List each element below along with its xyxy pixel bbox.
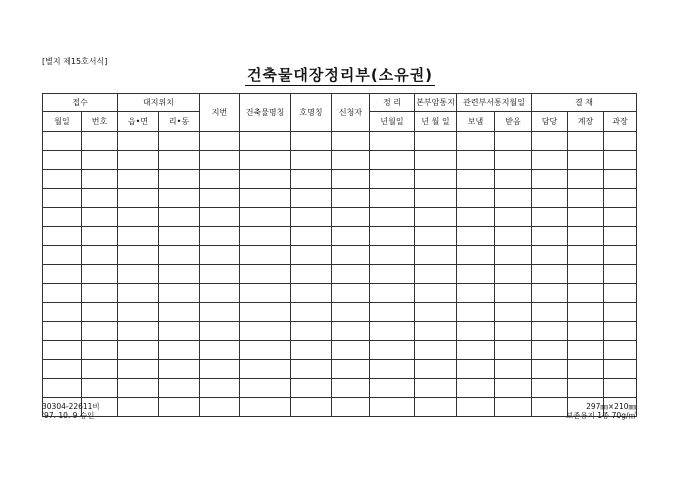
table-cell[interactable] [159,227,200,246]
table-cell[interactable] [457,284,495,303]
table-cell[interactable] [291,303,332,322]
table-cell[interactable] [82,284,118,303]
table-cell[interactable] [370,170,415,189]
table-cell[interactable] [495,265,532,284]
table-cell[interactable] [604,189,637,208]
table-cell[interactable] [200,151,240,170]
table-cell[interactable] [568,246,604,265]
table-cell[interactable] [332,208,370,227]
table-row [43,132,637,151]
table-cell[interactable] [495,132,532,151]
table-cell[interactable] [495,189,532,208]
table-cell[interactable] [495,398,532,417]
table-cell[interactable] [604,284,637,303]
table-cell[interactable] [568,303,604,322]
table-cell[interactable] [495,379,532,398]
header-correction-top: 정 리 [370,94,415,112]
table-cell[interactable] [495,227,532,246]
table-cell[interactable] [240,322,291,341]
table-cell[interactable] [415,246,457,265]
table-cell[interactable] [159,303,200,322]
header-ri-dong: 리•동 [159,112,200,132]
table-cell[interactable] [291,189,332,208]
table-cell[interactable] [532,303,568,322]
table-cell[interactable] [604,227,637,246]
table-cell[interactable] [532,398,568,417]
table-cell[interactable] [291,284,332,303]
table-cell[interactable] [200,227,240,246]
table-cell[interactable] [240,360,291,379]
table-cell[interactable] [532,246,568,265]
table-cell[interactable] [415,151,457,170]
header-main-notice-bottom: 년 월 일 [415,112,457,132]
header-approval-chief: 계장 [568,112,604,132]
table-cell[interactable] [332,170,370,189]
table-cell[interactable] [118,151,159,170]
table-cell[interactable] [495,246,532,265]
table-cell[interactable] [291,170,332,189]
table-cell[interactable] [532,341,568,360]
table-cell[interactable] [240,208,291,227]
table-row [43,246,637,265]
table-cell[interactable] [82,189,118,208]
table-cell[interactable] [43,151,82,170]
table-cell[interactable] [240,227,291,246]
table-cell[interactable] [415,265,457,284]
table-cell[interactable] [118,246,159,265]
header-reception-date: 월일 [43,112,82,132]
table-cell[interactable] [457,227,495,246]
table-row [43,398,637,417]
table-cell[interactable] [370,189,415,208]
table-row [43,360,637,379]
header-site-location: 대지위치 [118,94,200,112]
table-cell[interactable] [604,246,637,265]
table-cell[interactable] [568,284,604,303]
ledger-body [43,132,637,417]
table-cell[interactable] [495,208,532,227]
table-cell[interactable] [370,227,415,246]
table-cell[interactable] [532,208,568,227]
table-cell[interactable] [200,341,240,360]
table-cell[interactable] [82,360,118,379]
table-cell[interactable] [200,322,240,341]
header-approval-staff: 담당 [532,112,568,132]
table-cell[interactable] [332,151,370,170]
table-cell[interactable] [568,379,604,398]
table-cell[interactable] [332,322,370,341]
table-cell[interactable] [370,284,415,303]
table-cell[interactable] [118,303,159,322]
registry-ledger-table [42,93,637,417]
table-cell[interactable] [568,341,604,360]
header-correction-bottom: 년월일 [370,112,415,132]
table-cell[interactable] [43,303,82,322]
table-cell[interactable] [43,360,82,379]
table-cell[interactable] [604,151,637,170]
table-cell[interactable] [332,303,370,322]
table-cell[interactable] [457,132,495,151]
table-cell[interactable] [370,246,415,265]
table-cell[interactable] [118,398,159,417]
table-cell[interactable] [332,379,370,398]
table-cell[interactable] [82,208,118,227]
table-cell[interactable] [200,284,240,303]
table-cell[interactable] [291,398,332,417]
table-cell[interactable] [332,398,370,417]
table-cell[interactable] [415,227,457,246]
table-cell[interactable] [118,189,159,208]
table-cell[interactable] [370,360,415,379]
table-cell[interactable] [200,360,240,379]
table-cell[interactable] [370,379,415,398]
table-cell[interactable] [568,265,604,284]
table-cell[interactable] [200,246,240,265]
table-cell[interactable] [43,284,82,303]
table-cell[interactable] [495,322,532,341]
table-cell[interactable] [532,379,568,398]
table-cell[interactable] [604,322,637,341]
table-cell[interactable] [200,398,240,417]
table-cell[interactable] [43,132,82,151]
table-row [43,170,637,189]
table-cell[interactable] [43,379,82,398]
table-cell[interactable] [495,360,532,379]
table-cell[interactable] [604,170,637,189]
table-cell[interactable] [495,151,532,170]
table-cell[interactable] [200,132,240,151]
table-cell[interactable] [332,341,370,360]
table-cell[interactable] [332,360,370,379]
table-cell[interactable] [415,360,457,379]
table-cell[interactable] [118,379,159,398]
table-cell[interactable] [43,246,82,265]
table-cell[interactable] [291,322,332,341]
table-cell[interactable] [415,398,457,417]
paper-type: 보존용지 1종 70g/㎡ [565,411,636,420]
table-cell[interactable] [457,208,495,227]
table-cell[interactable] [568,227,604,246]
table-cell[interactable] [82,341,118,360]
table-cell[interactable] [240,151,291,170]
table-cell[interactable] [118,227,159,246]
table-cell[interactable] [415,303,457,322]
table-cell[interactable] [415,284,457,303]
header-applicant: 신청자 [332,94,370,132]
table-cell[interactable] [532,265,568,284]
table-cell[interactable] [604,208,637,227]
table-row [43,379,637,398]
table-cell[interactable] [370,151,415,170]
table-cell[interactable] [457,265,495,284]
table-cell[interactable] [415,341,457,360]
approval-date: '97. 10. 9 승인 [42,411,95,420]
table-cell[interactable] [604,132,637,151]
table-cell[interactable] [82,265,118,284]
table-cell[interactable] [370,265,415,284]
table-cell[interactable] [568,132,604,151]
table-cell[interactable] [568,208,604,227]
table-cell[interactable] [200,189,240,208]
table-cell[interactable] [240,379,291,398]
table-cell[interactable] [604,341,637,360]
page-title [0,64,680,85]
header-main-notice-top: 본부암통지 [415,94,457,112]
table-cell[interactable] [240,170,291,189]
header-dept-sent: 보냄 [457,112,495,132]
table-cell[interactable] [82,379,118,398]
table-cell[interactable] [457,246,495,265]
table-cell[interactable] [415,170,457,189]
table-cell[interactable] [82,246,118,265]
table-cell[interactable] [370,303,415,322]
table-cell[interactable] [532,360,568,379]
table-row [43,151,637,170]
table-cell[interactable] [415,379,457,398]
table-cell[interactable] [604,303,637,322]
table-cell[interactable] [159,208,200,227]
table-cell[interactable] [495,170,532,189]
table-row [43,189,637,208]
table-cell[interactable] [457,303,495,322]
table-cell[interactable] [532,322,568,341]
table-cell[interactable] [43,227,82,246]
table-cell[interactable] [291,227,332,246]
table-cell[interactable] [159,246,200,265]
table-cell[interactable] [159,284,200,303]
table-cell[interactable] [118,341,159,360]
table-cell[interactable] [532,284,568,303]
table-cell[interactable] [291,379,332,398]
header-reception-number: 번호 [82,112,118,132]
table-cell[interactable] [159,151,200,170]
table-cell[interactable] [495,341,532,360]
table-row [43,208,637,227]
table-cell[interactable] [332,265,370,284]
header-reception: 접수 [43,94,118,112]
table-row [43,227,637,246]
table-cell[interactable] [291,208,332,227]
table-cell[interactable] [370,341,415,360]
table-cell[interactable] [532,189,568,208]
table-cell[interactable] [240,398,291,417]
table-cell[interactable] [291,360,332,379]
table-cell[interactable] [457,341,495,360]
table-cell[interactable] [159,341,200,360]
table-cell[interactable] [568,151,604,170]
table-cell[interactable] [159,189,200,208]
table-cell[interactable] [495,303,532,322]
table-cell[interactable] [291,246,332,265]
table-cell[interactable] [415,189,457,208]
table-cell[interactable] [200,303,240,322]
table-cell[interactable] [332,189,370,208]
table-cell[interactable] [82,170,118,189]
table-cell[interactable] [568,322,604,341]
table-cell[interactable] [240,341,291,360]
table-row [43,322,637,341]
table-cell[interactable] [457,398,495,417]
form-code: 30304-22611비 [42,402,100,411]
table-cell[interactable] [43,170,82,189]
header-approval: 결 재 [532,94,637,112]
table-cell[interactable] [43,208,82,227]
table-cell[interactable] [43,322,82,341]
table-cell[interactable] [240,265,291,284]
table-cell[interactable] [291,341,332,360]
table-cell[interactable] [159,322,200,341]
table-cell[interactable] [240,189,291,208]
table-cell[interactable] [43,189,82,208]
table-cell[interactable] [200,379,240,398]
table-cell[interactable] [240,246,291,265]
header-building-name: 건축물명칭 [240,94,291,132]
table-cell[interactable] [457,379,495,398]
table-cell[interactable] [532,132,568,151]
header-eup-myeon: 읍•면 [118,112,159,132]
table-cell[interactable] [457,322,495,341]
table-cell[interactable] [82,151,118,170]
table-cell[interactable] [457,360,495,379]
table-cell[interactable] [118,360,159,379]
table-row [43,303,637,322]
table-cell[interactable] [240,303,291,322]
header-lot-number: 지번 [200,94,240,132]
table-cell[interactable] [370,322,415,341]
table-cell[interactable] [568,189,604,208]
table-row [43,265,637,284]
table-cell[interactable] [532,170,568,189]
table-cell[interactable] [240,132,291,151]
table-cell[interactable] [291,265,332,284]
table-cell[interactable] [370,132,415,151]
header-dept-received: 받음 [495,112,532,132]
table-cell[interactable] [82,303,118,322]
table-cell[interactable] [240,284,291,303]
table-cell[interactable] [332,132,370,151]
table-cell[interactable] [118,132,159,151]
table-cell[interactable] [495,284,532,303]
table-cell[interactable] [332,246,370,265]
table-cell[interactable] [532,227,568,246]
table-cell[interactable] [604,379,637,398]
table-cell[interactable] [118,322,159,341]
table-cell[interactable] [159,170,200,189]
table-cell[interactable] [604,360,637,379]
header-approval-director: 과장 [604,112,637,132]
table-cell[interactable] [159,379,200,398]
table-cell[interactable] [118,208,159,227]
table-row [43,341,637,360]
table-cell[interactable] [457,189,495,208]
table-cell[interactable] [200,208,240,227]
table-cell[interactable] [159,398,200,417]
table-cell[interactable] [532,151,568,170]
table-cell[interactable] [291,151,332,170]
table-cell[interactable] [604,265,637,284]
table-cell[interactable] [457,151,495,170]
table-cell[interactable] [82,322,118,341]
table-cell[interactable] [118,265,159,284]
table-cell[interactable] [415,208,457,227]
table-cell[interactable] [370,208,415,227]
table-cell[interactable] [568,360,604,379]
table-cell[interactable] [82,132,118,151]
header-dept-notice: 관련부서통지월일 [457,94,532,112]
table-cell[interactable] [200,265,240,284]
footer-left [42,402,100,420]
table-cell[interactable] [159,132,200,151]
table-row [43,284,637,303]
table-cell[interactable] [82,227,118,246]
table-cell[interactable] [159,265,200,284]
table-cell[interactable] [332,284,370,303]
table-cell[interactable] [568,170,604,189]
table-cell[interactable] [43,341,82,360]
table-cell[interactable] [291,132,332,151]
footer-right [566,402,636,420]
table-cell[interactable] [415,132,457,151]
table-cell[interactable] [415,322,457,341]
header-trade-name: 호명칭 [291,94,332,132]
table-cell[interactable] [43,265,82,284]
table-cell[interactable] [370,398,415,417]
table-cell[interactable] [457,170,495,189]
table-cell[interactable] [159,360,200,379]
table-cell[interactable] [200,170,240,189]
table-cell[interactable] [332,227,370,246]
page-title-text: 건축물대장정리부(소유권) [246,66,434,84]
form-number-label: [별지 제15호서식] [42,57,108,66]
paper-size: 297㎜×210㎜ [586,402,636,411]
table-cell[interactable] [118,284,159,303]
table-cell[interactable] [118,170,159,189]
